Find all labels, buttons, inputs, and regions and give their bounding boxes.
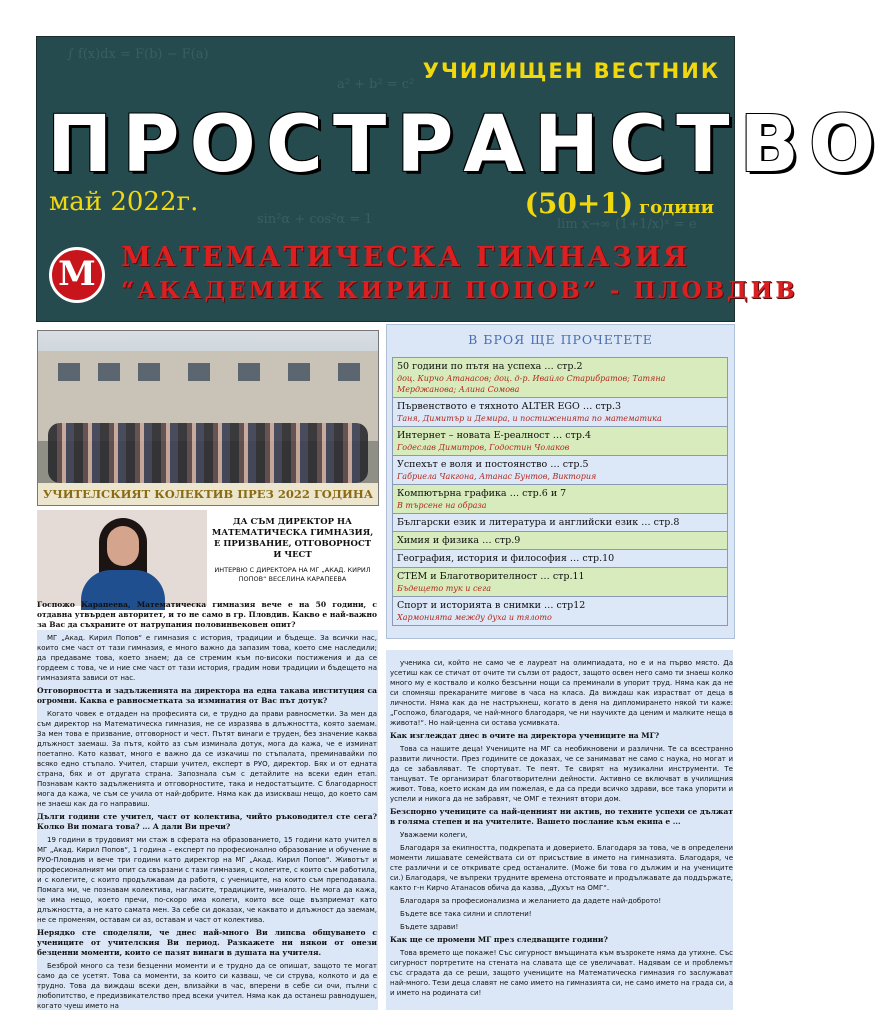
toc-item-title: Български език и литература и английски език … стр.8 [397, 517, 680, 528]
school-name-line2: “АКАДЕМИК КИРИЛ ПОПОВ” - ПЛОВДИВ [121, 277, 798, 304]
interview-question: Дълги години сте учител, част от колектива, чийто ръководител сте сега? Колко Ви помага това? ... А дали Ви пречи? [37, 812, 377, 831]
interview-subtitle: ИНТЕРВЮ С ДИРЕКТОРА НА МГ „АКАД. КИРИЛ ПОПОВ“ ВЕСЕЛИНА КАРАПЕЕВА [214, 566, 371, 583]
interview-answer: Това времето ще покаже! Със сигурност вмъщината към възрокете няма да утихне. Със сигурност портретите на стената на славата ще се увеличават. Надявам се и проблемът със сградата да се реши, защото учениците на Математическа гимназия го заслужават най-много. Тези деца славят не само името на гимназията си, не само името на града си, а и името на родината си! [390, 949, 733, 997]
toc-item [392, 596, 728, 626]
interview-title: ДА СЪМ ДИРЕКТОР НА МАТЕМАТИЧЕСКА ГИМНАЗИЯ, Е ПРИЗВАНИЕ, ОТГОВОРНОСТ И ЧЕСТ [211, 517, 374, 560]
toc-item [392, 455, 728, 484]
toc-item-title: 50 години по пътя на успеха … стр.2 [397, 361, 583, 372]
interview-left-column [37, 600, 377, 1014]
toc-item-authors: Хармонията между духа и тялото [397, 613, 552, 622]
interview-answer: Това са нашите деца! Учениците на МГ са необикновени и различни. Те са всестранно развити личности. През годините се доказах, че се занимават не само с наука, но могат и да се забавляват. Те спортуват. Те пеят. Те свирят на музикални инструменти. Те танцуват. Те организират благотворителни дейности. Активно се включват в училищния живот. Това, което искам да им пожелая, е да са преди всичко здрави, все така упорити и успели и никога да не забравят, че ОМГ е техният втори дом. [390, 745, 733, 803]
toc-item-title: СТЕМ и Благотворителност … стр.11 [397, 571, 585, 582]
director-portrait [37, 510, 207, 606]
toc-item [392, 484, 728, 513]
interview-right-column [390, 658, 733, 1001]
interview-answer: Благодаря за професионализма и желанието да дадете най-доброто! [400, 897, 662, 905]
school-logo: М [49, 247, 105, 303]
teachers-crowd [48, 423, 368, 483]
toc-item [392, 397, 728, 426]
toc-item-title: Интернет – новата Е-реалност … стр.4 [397, 430, 592, 441]
anniversary-years [525, 187, 714, 220]
interview-answer: ученика си, който не само че е лауреат на олимпиадата, но е и на първо място. Да усетиш как се стичат от очите ти сълзи от радост, защото освен него само ти знаеш колко много му е коствало и колко безсънни нощи са преминали в упорит труд. Няма как да не си спомняш прекараните мигове в часа на класа. Да виждаш как израстват от деца в личности. Няма как да не настръхнеш, когато в деня на дипломирането някой ти каже: „Госпожо, благодаря, че най-много благодаря, че ни научихте да ценим и малките неща в живота!“. Но най-ценна си остава усмивката. [390, 659, 733, 727]
toc-item [392, 549, 728, 567]
photo-caption: УЧИТЕЛСКИЯТ КОЛЕКТИВ ПРЕЗ 2022 ГОДИНА [38, 483, 378, 505]
interview-question: Безспорно учениците са най-ценният ни актив, но техните успехи се дължат в голяма степен и на учителите. Вашето послание към екипа е ... [390, 807, 733, 826]
years-label: години [639, 197, 714, 218]
toc-item-title: Успехът е воля и постоянство … стр.5 [397, 459, 589, 470]
interview-answer: Бъдете здрави! [400, 923, 459, 931]
bg-formula: ∫ f(x)dx = F(b) − F(a) [67, 47, 209, 62]
toc-item-authors: доц. Кирчо Атанасов; доц. д-р. Ивайло Старибратов; Татяна Мерджанова; Алина Сомова [397, 374, 666, 394]
toc-item [392, 426, 728, 455]
toc-item-authors: Бъдещето тук и сега [397, 584, 491, 593]
newspaper-title: ПРОСТРАНСТВО [47, 100, 885, 190]
group-photo [37, 330, 379, 506]
toc-item-authors: Таня, Димитър и Демира, и постиженията по математика [397, 414, 662, 423]
toc-item [392, 513, 728, 531]
toc-item-authors: Габриела Чакгона, Атанас Бунтов, Виктория [397, 472, 597, 481]
toc-heading: В БРОЯ ЩЕ ПРОЧЕТЕТЕ [468, 332, 653, 347]
toc-item [392, 357, 728, 397]
table-of-contents [386, 324, 735, 639]
interview-answer: МГ „Акад. Кирил Попов“ е гимназия с история, традиции и бъдеще. За всички нас, които сме част от тази гимназия, е много важно да запазим това, което сме наследили; да предаваме това, което знаем; да се стремим към по-високи постижения и да се гордеем с това, че и ние сме част от тази история, градим нови традиции и бъдещето на гимназията зависи от нас. [37, 634, 377, 682]
bg-formula: a² + b² = c² [337, 77, 415, 92]
interview-answer: 19 години в трудовият ми стаж в сферата на образованието, 15 години като учител в МГ „Акад. Кирил Попов“, 1 година – експерт по професионално образование и обучение в РУО-Пловдив и вече три години като директор на МГ „Акад. Кирил Попов“. Животът и професионалният ми опит са свързани с тази гимназия, с колегите, с които съм работила, и с колегите, с които продължавам да работя, с учениците, на които съм преподавала. Помага ми, че познавам колектива, нагласите, традициите, миналото. Не мога да кажа, че има нещо, което пречи, по-скоро има колеги, които все още възприемат като длъжността, а не като самата мен. За себе си доказах, че каквато и длъжност да заемам, не се променям, оставам си аз, оставам и част от колектива. [37, 836, 377, 924]
interview-answer: Благодаря за екипността, подкрепата и доверието. Благодаря за това, че в определени моменти лишавате семействата си от присъствие в името на гимназията. Благодаря, че сте различни и се откривате сред останалите. (Може би това го дължим и на учениците си.) Благодаря, че въпреки трудните времена отстоявате и продължавате да поддържате, както г-н Кирчо Атанасов обича да казва, „Духът на ОМГ“. [390, 844, 733, 892]
issue-date: май 2022г. [49, 187, 199, 217]
toc-item-title: Първенството е тяхното ALTER EGO … стр.3 [397, 401, 622, 412]
toc-item-title: География, история и философия … стр.10 [397, 553, 615, 564]
interview-question: Госпожо Карапеева, Математическа гимназия вече е на 50 години, с отдавна утвърден авторитет, и то не само в гр. Пловдив. Какво е най-важно за Вас да съхраните от натрупания половинвековен опит? [37, 600, 377, 629]
interview-answer: Уважаеми колеги, [400, 831, 468, 839]
toc-item-title: Спорт и историята в снимки … стр12 [397, 600, 586, 611]
interview-question: Как ще се промени МГ през следващите години? [390, 935, 608, 944]
bg-formula: sin²α + cos²α = 1 [257, 212, 373, 227]
toc-item-title: Компютърна графика … стр.6 и 7 [397, 488, 567, 499]
toc-item-authors: В търсене на образа [397, 501, 487, 510]
toc-list [392, 357, 728, 626]
toc-item-authors: Годеслав Димитров, Годостин Чолаков [397, 443, 570, 452]
interview-question: Нерядко сте споделяли, че днес най-много Ви липсва общуването с учениците от учителския Ви период. Разкажете ни някои от онези безценни моменти, които се пазят винаги в душата на учителя. [37, 928, 377, 957]
toc-item [392, 531, 728, 549]
masthead [36, 36, 885, 322]
interview-answer: Когато човек е отдаден на професията си, е трудно да прави равносметки. За мен да съм директор на Математическа гимназия, не се изразява в длъжността, която заемам. За мен това е призвание, отговорност и чест. Пътят винаги е труден, без значение каква длъжност заемаш. За пътя, който аз съм изминала дотук, мога да кажа, че е изминат поетапно. Като казват, много е важно да се изкачиш по стъпалата, преминавайки по всяко едно стъпало. Учител, старши учител, експерт в РУО, директор. Бях и от едната страна, бях и от другата страна. Запознала съм с детайлите на всеки един етап. Познавам както задълженията и отговорностите, така и недостатъците. С благодарност мога да кажа, че съм се учила от най-добрите. Няма как да изискваш нещо, до което сам не знаеш как да го направиш. [37, 710, 377, 808]
interview-question: Как изглеждат днес в очите на директора учениците на МГ? [390, 731, 660, 740]
interview-question: Отговорността и задълженията на директора на една такава институция са огромни. Каква е равносметката за изминатия от Вас път дотук? [37, 686, 377, 705]
interview-answer: Безброй много са тези безценни моменти и е трудно да се опишат, защото те могат само да се усетят. Това са моменти, за които си казваш, че си струва, колкото и да е трудно. Това да виждаш всеки ден, влизайки в час, вперени в себе си очи, пълни с любопитство, е предизвикателство пред всеки учител. Няма как да останеш равнодушен, когато чуеш името на [37, 962, 377, 1010]
bg-formula: lim x→∞ (1+1/x)ˣ = e [557, 217, 697, 232]
toc-item-title: Химия и физика … стр.9 [397, 535, 521, 546]
toc-item [392, 567, 728, 596]
years-number: (50+1) [524, 187, 634, 220]
newspaper-kicker: УЧИЛИЩЕН ВЕСТНИК [422, 59, 720, 83]
school-name-line1: МАТЕМАТИЧЕСКА ГИМНАЗИЯ [121, 242, 691, 273]
interview-answer: Бъдете все така силни и сплотени! [400, 910, 532, 918]
